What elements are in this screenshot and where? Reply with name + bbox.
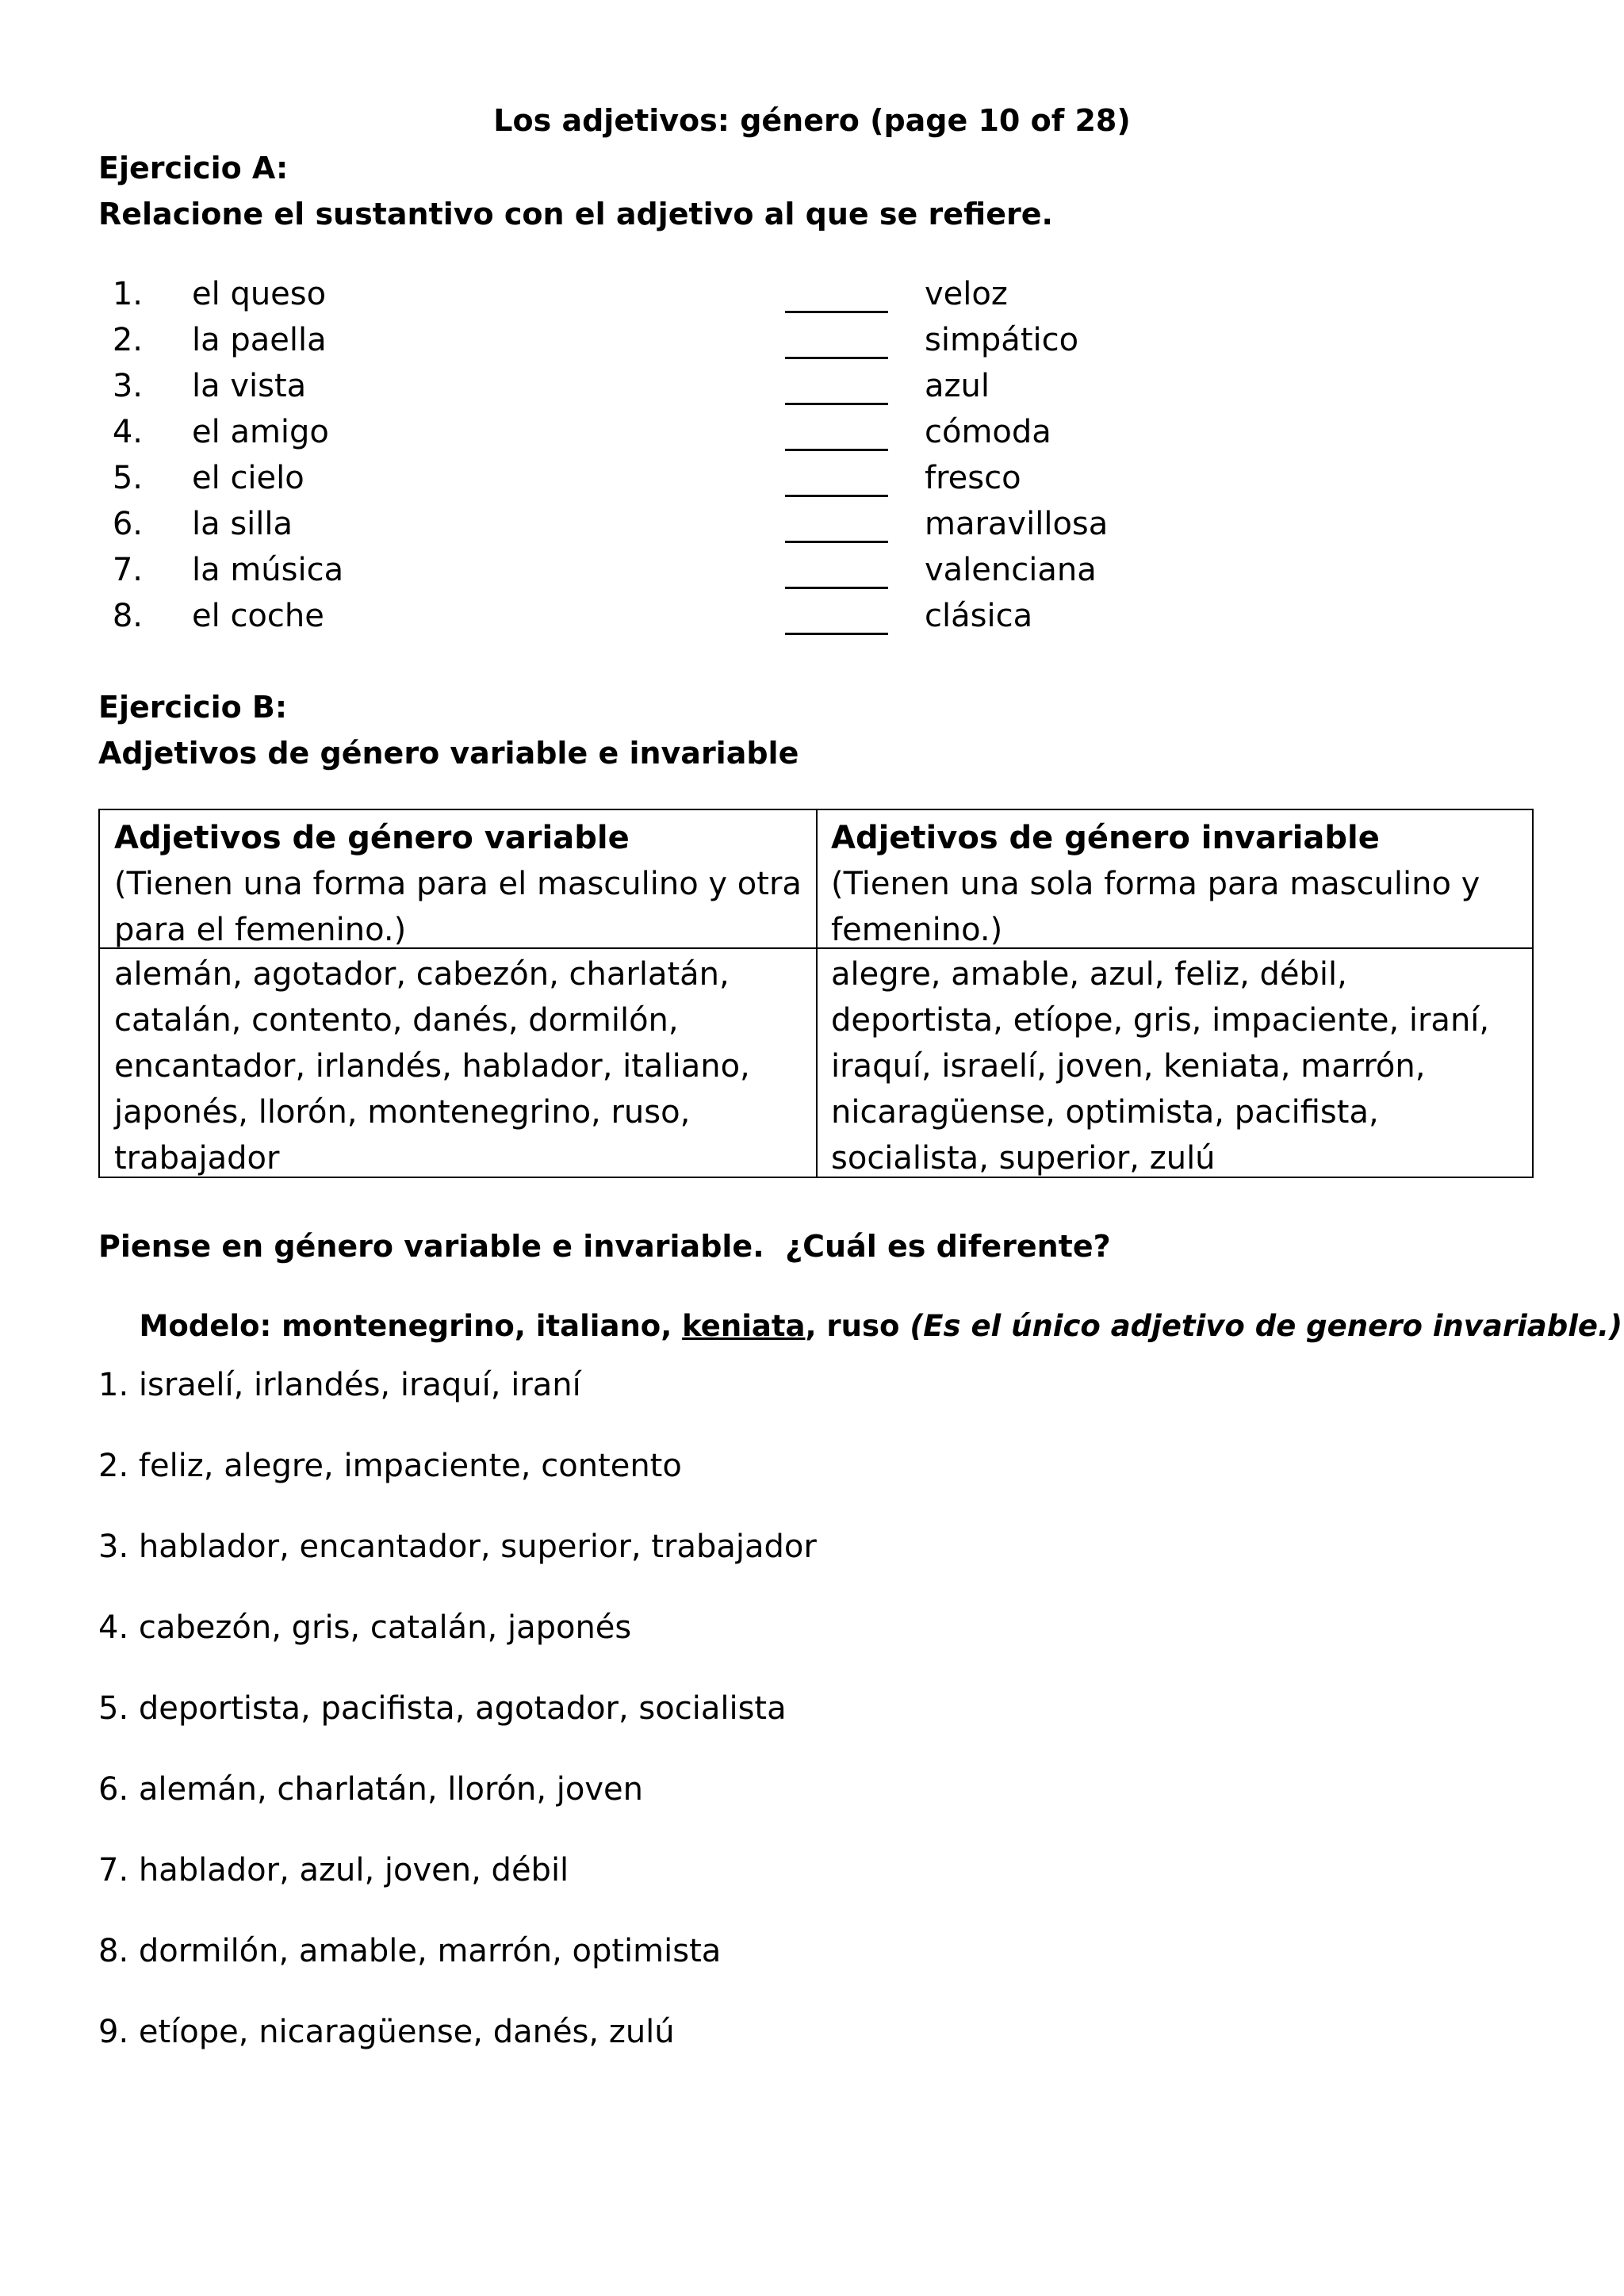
table-cell-variable-words: alemán, agotador, cabezón, charlatán, catalán, contento, danés, dormilón, encantador, irlandés, hablador, italiano, japonés, llorón, montenegrino, ruso, trabajador xyxy=(114,956,750,1177)
noun: la vista xyxy=(192,368,307,404)
list-item: 8. dormilón, amable, marrón, optimista xyxy=(98,1933,722,1969)
adjective: maravillosa xyxy=(925,506,1109,542)
list-item xyxy=(0,414,1624,460)
answer-blank[interactable] xyxy=(785,403,888,405)
adjective: veloz xyxy=(925,276,1008,312)
list-item: 9. etíope, nicaragüense, danés, zulú xyxy=(98,2014,675,2050)
noun: la silla xyxy=(192,506,293,542)
exercise-a-instruction: Relacione el sustantivo con el adjetivo al que se refiere. xyxy=(98,197,1053,232)
table-cell-invariable-words: alegre, amable, azul, feliz, débil, deportista, etíope, gris, impaciente, iraní, iraquí, israelí, joven, keniata, marrón, nicaragüense, optimista, pacifista, socialista, superior, zulú xyxy=(831,956,1490,1177)
list-item xyxy=(0,552,1624,598)
exercise-b-subheading: Adjetivos de género variable e invariable xyxy=(98,736,799,771)
adjective: simpático xyxy=(925,322,1079,358)
noun: el cielo xyxy=(192,460,304,496)
header-invariable-note: (Tienen una sola forma para masculino y femenino.) xyxy=(831,866,1480,948)
item-number: 5. xyxy=(112,460,143,496)
item-number: 8. xyxy=(112,598,143,634)
list-item xyxy=(0,276,1624,322)
model-middle: , ruso xyxy=(805,1309,910,1343)
noun: la música xyxy=(192,552,344,588)
list-item: 5. deportista, pacifista, agotador, socialista xyxy=(98,1690,787,1727)
table-header-variable xyxy=(114,815,804,953)
page-title: Los adjetivos: género (page 10 of 28) xyxy=(493,103,1131,138)
item-number: 6. xyxy=(112,506,143,542)
answer-blank[interactable] xyxy=(785,311,888,313)
header-invariable-title: Adjetivos de género invariable xyxy=(831,820,1380,856)
list-item: 4. cabezón, gris, catalán, japonés xyxy=(98,1609,632,1646)
adjective-table xyxy=(98,809,1534,1178)
answer-blank[interactable] xyxy=(785,449,888,451)
table-header-invariable xyxy=(831,815,1529,953)
table-column-divider xyxy=(816,810,818,1177)
item-number: 7. xyxy=(112,552,143,588)
model-answer: keniata xyxy=(682,1309,806,1343)
answer-blank[interactable] xyxy=(785,633,888,635)
item-number: 4. xyxy=(112,414,143,450)
adjective: cómoda xyxy=(925,414,1051,450)
list-item: 2. feliz, alegre, impaciente, contento xyxy=(98,1448,682,1484)
item-number: 2. xyxy=(112,322,143,358)
noun: el coche xyxy=(192,598,324,634)
list-item: 7. hablador, azul, joven, débil xyxy=(98,1852,569,1888)
list-item xyxy=(0,322,1624,368)
adjective: valenciana xyxy=(925,552,1097,588)
item-number: 1. xyxy=(112,276,143,312)
list-item xyxy=(0,368,1624,414)
exercise-b-model xyxy=(98,1275,1622,1377)
list-item: 6. alemán, charlatán, llorón, joven xyxy=(98,1771,644,1808)
noun: la paella xyxy=(192,322,327,358)
list-item xyxy=(0,460,1624,506)
header-variable-title: Adjetivos de género variable xyxy=(114,820,630,856)
list-item: 3. hablador, encantador, superior, trabajador xyxy=(98,1529,817,1565)
noun: el amigo xyxy=(192,414,329,450)
exercise-b-prompt: Piense en género variable e invariable. ¿Cuál es diferente? xyxy=(98,1229,1111,1264)
list-item: 1. israelí, irlandés, iraquí, iraní xyxy=(98,1367,581,1403)
exercise-b-heading: Ejercicio B: xyxy=(98,690,288,725)
model-prefix: Modelo: montenegrino, italiano, xyxy=(139,1309,683,1343)
item-number: 3. xyxy=(112,368,143,404)
adjective: azul xyxy=(925,368,990,404)
adjective: clásica xyxy=(925,598,1033,634)
model-note: (Es el único adjetivo de genero invariable.) xyxy=(910,1309,1622,1343)
header-variable-note: (Tienen una forma para el masculino y otra para el femenino.) xyxy=(114,866,802,948)
answer-blank[interactable] xyxy=(785,495,888,497)
answer-blank[interactable] xyxy=(785,541,888,543)
adjective: fresco xyxy=(925,460,1021,496)
list-item xyxy=(0,506,1624,552)
noun: el queso xyxy=(192,276,327,312)
answer-blank[interactable] xyxy=(785,357,888,359)
answer-blank[interactable] xyxy=(785,587,888,589)
list-item xyxy=(0,598,1624,644)
exercise-a-heading: Ejercicio A: xyxy=(98,151,289,186)
